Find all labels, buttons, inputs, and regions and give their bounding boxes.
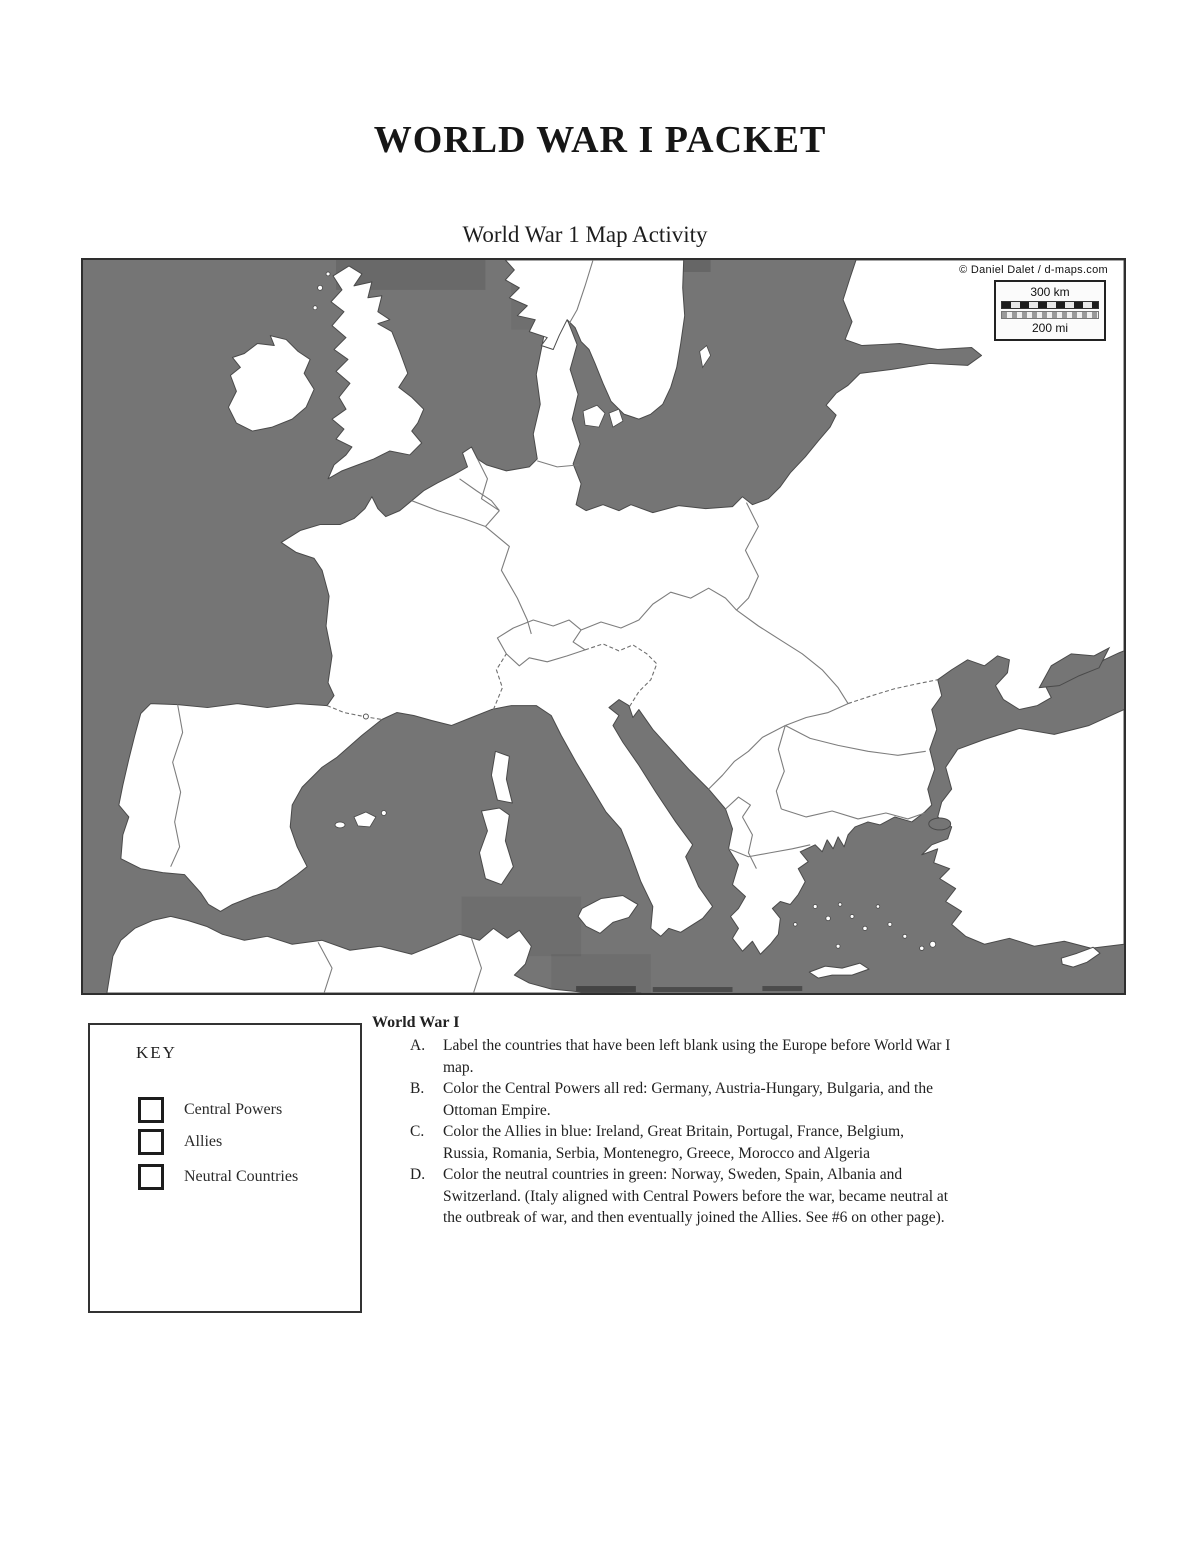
hebrides-islet	[326, 272, 330, 276]
item-letter: A.	[410, 1037, 426, 1054]
page-title: WORLD WAR I PACKET	[373, 119, 827, 161]
sea-of-marmara	[929, 818, 951, 830]
map-key	[88, 1023, 362, 1313]
map-scale-box	[994, 280, 1106, 341]
instruction-item-c	[410, 1121, 952, 1164]
instruction-item-a	[410, 1035, 952, 1078]
item-text: Color the neutral countries in green: Norway, Sweden, Spain, Albania and Switzerland. (Italy aligned with Central Powers before the war, became neutral at the outbreak of war, and then eventually joined the Allies. See #6 on other page).	[443, 1166, 949, 1226]
activity-title: World War 1 Map Activity	[462, 222, 708, 247]
andorra-circle	[363, 714, 368, 719]
europe-map	[81, 258, 1126, 995]
instruction-item-d	[410, 1164, 952, 1229]
item-text: Color the Allies in blue: Ireland, Great Britain, Portugal, France, Belgium, Russia, Romania, Serbia, Montenegro, Greece, Morocco and Algeria	[443, 1123, 905, 1162]
hebrides-islet	[318, 285, 323, 290]
item-letter: C.	[410, 1123, 425, 1140]
key-label: Neutral Countries	[184, 1168, 299, 1185]
item-letter: B.	[410, 1080, 425, 1097]
scale-km-label: 300 km	[1030, 285, 1070, 299]
key-label: Allies	[184, 1133, 223, 1150]
item-text: Label the countries that have been left blank using the Europe before World War I map.	[443, 1037, 951, 1076]
menorca	[381, 810, 386, 815]
item-text: Color the Central Powers all red: Germany, Austria-Hungary, Bulgaria, and the Ottoman Empire.	[443, 1080, 933, 1119]
key-row-allies	[138, 1129, 222, 1155]
neutral-countries-checkbox[interactable]	[138, 1164, 164, 1190]
allies-checkbox[interactable]	[138, 1129, 164, 1155]
instructions-heading: World War I	[372, 1014, 460, 1031]
europe-map-svg	[83, 260, 1124, 993]
central-powers-checkbox[interactable]	[138, 1097, 164, 1123]
instruction-item-b	[410, 1078, 952, 1121]
key-row-neutral-countries	[138, 1164, 298, 1190]
key-title: KEY	[136, 1043, 177, 1062]
ibiza	[335, 822, 345, 828]
map-credit: © Daniel Dalet / d-maps.com	[959, 264, 1108, 276]
key-label: Central Powers	[184, 1101, 283, 1118]
scale-bar-km	[1001, 301, 1099, 309]
item-letter: D.	[410, 1166, 426, 1183]
scale-bar-mi	[1001, 311, 1099, 319]
key-row-central-powers	[138, 1097, 282, 1123]
hebrides-islet	[313, 306, 317, 310]
scale-mi-label: 200 mi	[1031, 321, 1069, 335]
instructions-block	[372, 1014, 952, 1229]
